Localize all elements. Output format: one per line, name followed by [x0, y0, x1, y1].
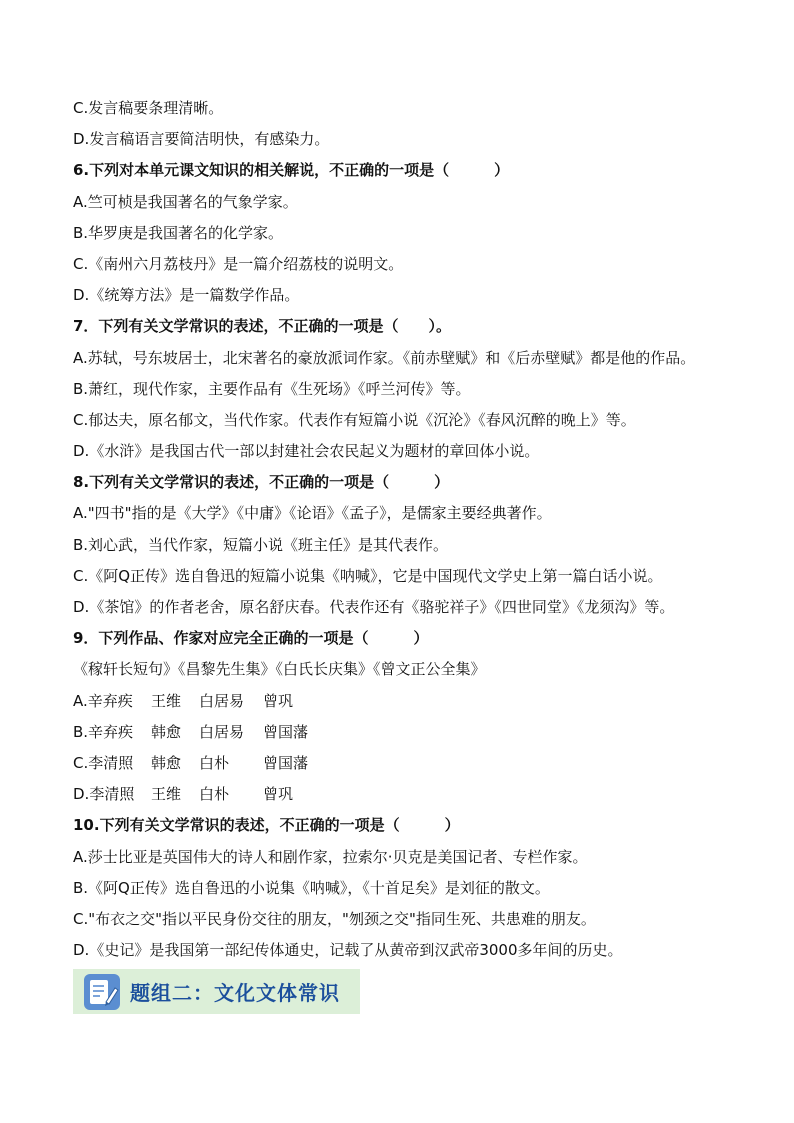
q9-option-a	[73, 686, 753, 717]
q9-c-author-4: 曾国藩	[263, 753, 309, 772]
q8-option-a: A."四书"指的是《大学》《中庸》《论语》《孟子》，是儒家主要经典著作。	[73, 504, 552, 523]
q9-option-b	[73, 717, 753, 748]
q7-option-c: C.郁达夫，原名郁文，当代作家。代表作有短篇小说《沉沦》《春风沉醉的晚上》等。	[73, 410, 636, 429]
q9-a-author-2: 王维	[151, 691, 182, 710]
q9-b-author-1: B.辛弃疾	[73, 722, 134, 741]
q9-d-author-2: 王维	[151, 785, 182, 804]
q7-option-b: B.萧红，现代作家，主要作品有《生死场》《呼兰河传》等。	[73, 379, 471, 398]
q9-c-author-1: C.李清照	[73, 753, 134, 772]
section-title: 题组二：文化文体常识	[130, 981, 340, 1005]
q9-b-author-3: 白居易	[199, 722, 245, 741]
q8-option-d: D.《茶馆》的作者老舍，原名舒庆春。代表作还有《骆驼祥子》《四世同堂》《龙须沟》等。	[73, 598, 675, 616]
q9-b-author-2: 韩愈	[151, 722, 182, 741]
q9-option-c	[73, 748, 753, 779]
q9-d-author-1: D.李清照	[73, 785, 135, 804]
question-6: 6.下列对本单元课文知识的相关解说，不正确的一项是（ ）	[73, 161, 510, 180]
q6-option-d: D.《统筹方法》是一篇数学作品。	[73, 286, 300, 305]
q10-option-a: A.莎士比亚是英国伟大的诗人和剧作家，拉索尔·贝克是美国记者、专栏作家。	[73, 847, 588, 866]
question-7: 7．下列有关文学常识的表述，不正确的一项是（ ）。	[73, 317, 451, 336]
q10-option-b: B.《阿Q正传》选自鲁迅的小说集《呐喊》，《十首足矣》是刘征的散文。	[73, 878, 550, 897]
q6-option-b: B.华罗庚是我国著名的化学家。	[73, 223, 284, 242]
q9-a-author-4: 曾巩	[263, 691, 294, 710]
q9-a-author-3: 白居易	[199, 691, 245, 710]
q10-option-d: D.《史记》是我国第一部纪传体通史，记载了从黄帝到汉武帝3000多年间的历史。	[73, 941, 623, 960]
option-c-speech: C.发言稿要条理清晰。	[73, 99, 224, 117]
q8-option-c: C.《阿Q正传》选自鲁迅的短篇小说集《呐喊》，它是中国现代文学史上第一篇白话小说。	[73, 566, 663, 585]
question-8: 8.下列有关文学常识的表述，不正确的一项是（ ）	[73, 473, 450, 492]
q9-option-d	[73, 779, 753, 810]
question-9: 9．下列作品、作家对应完全正确的一项是（ ）	[73, 629, 429, 648]
q9-d-author-4: 曾巩	[263, 785, 294, 804]
q9-d-author-3: 白朴	[199, 785, 230, 804]
q7-option-d: D.《水浒》是我国古代一部以封建社会农民起义为题材的章回体小说。	[73, 442, 540, 461]
q9-b-author-4: 曾国藩	[263, 722, 309, 741]
q9-a-author-1: A.辛弃疾	[73, 691, 133, 710]
option-d-speech: D.发言稿语言要简洁明快，有感染力。	[73, 130, 330, 149]
q9-c-author-2: 韩愈	[151, 753, 182, 772]
q9-works-list: 《稼轩长短句》《昌黎先生集》《白氏长庆集》《曾文正公全集》	[73, 660, 486, 679]
q6-option-c: C.《南州六月荔枝丹》是一篇介绍荔枝的说明文。	[73, 254, 404, 273]
q8-option-b: B.刘心武，当代作家，短篇小说《班主任》是其代表作。	[73, 535, 449, 554]
notebook-pencil-icon	[82, 972, 122, 1012]
document-body	[73, 93, 753, 966]
question-10: 10.下列有关文学常识的表述，不正确的一项是（ ）	[73, 816, 460, 835]
q9-c-author-3: 白朴	[199, 753, 230, 772]
q10-option-c: C."布衣之交"指以平民身份交往的朋友，"刎颈之交"指同生死、共患难的朋友。	[73, 909, 596, 928]
section-header	[73, 969, 360, 1014]
q6-option-a: A.竺可桢是我国著名的气象学家。	[73, 192, 298, 211]
q7-option-a: A.苏轼，号东坡居士，北宋著名的豪放派词作家。《前赤壁赋》和《后赤壁赋》都是他的作品。	[73, 348, 696, 367]
